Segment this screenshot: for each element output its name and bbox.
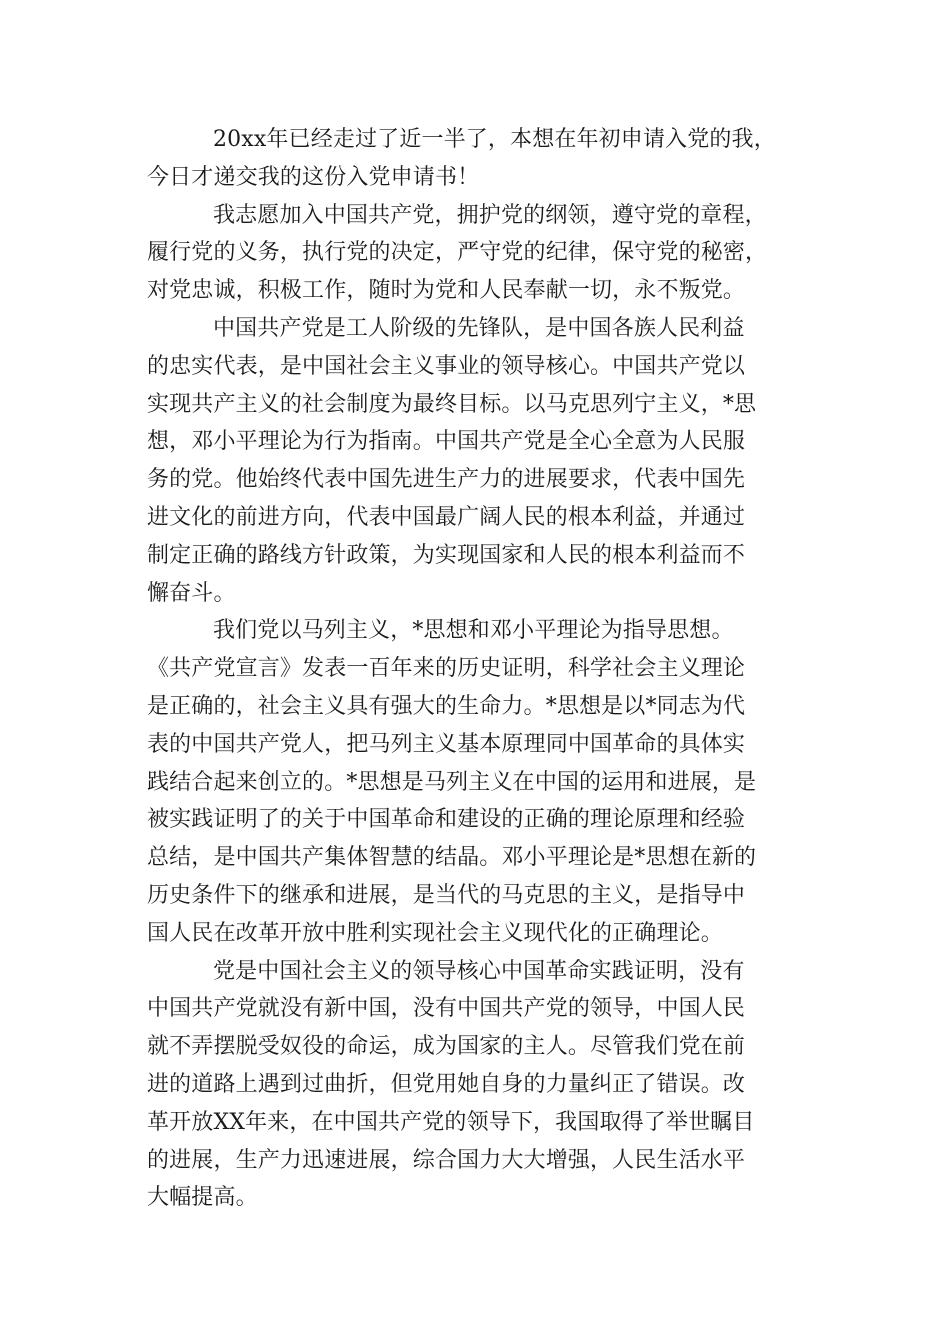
paragraph-5-line-4: 进的道路上遇到过曲折，但党用她自身的力量纠正了错误。改	[147, 1071, 746, 1097]
paragraph-2-line-1: 我志愿加入中国共产党，拥护党的纲领，遵守党的章程，	[213, 202, 767, 228]
paragraph-3-line-7: 制定正确的路线方针政策，为实现国家和人民的根本利益而不	[147, 542, 746, 568]
paragraph-4-line-7: 总结，是中国共产集体智慧的结晶。邓小平理论是*思想在新的	[147, 845, 757, 871]
paragraph-4-line-6: 被实践证明了的关于中国革命和建设的正确的理论原理和经验	[147, 807, 746, 833]
paragraph-4-line-5: 践结合起来创立的。*思想是马列主义在中国的运用和进展，是	[147, 769, 757, 795]
paragraph-2-line-3: 对党忠诚，积极工作，随时为党和人民奉献一切，永不叛党。	[147, 278, 746, 304]
paragraph-1-line-1: 20xx年已经走过了近一半了，本想在年初申请入党的我，	[213, 127, 776, 152]
paragraph-5-line-6: 的进展，生产力迅速进展，综合国力大大增强，人民生活水平	[147, 1147, 746, 1173]
paragraph-5-line-5: 革开放XX年来，在中国共产党的领导下，我国取得了举世瞩目	[147, 1109, 755, 1135]
paragraph-3-line-5: 务的党。他始终代表中国先进生产力的进展要求，代表中国先	[147, 467, 746, 493]
paragraph-5-line-3: 就不弄摆脱受奴役的命运，成为国家的主人。尽管我们党在前	[147, 1034, 746, 1060]
paragraph-2-line-2: 履行党的义务，执行党的决定，严守党的纪律，保守党的秘密，	[147, 240, 768, 266]
paragraph-3-line-6: 进文化的前进方向，代表中国最广阔人民的根本利益，并通过	[147, 504, 746, 530]
paragraph-3-line-8: 懈奋斗。	[147, 580, 236, 606]
paragraph-4-line-9: 国人民在改革开放中胜利实现社会主义现代化的正确理论。	[147, 920, 723, 946]
document-body	[147, 121, 807, 1217]
paragraph-3-line-3: 实现共产主义的社会制度为最终目标。以马克思列宁主义，*思	[147, 391, 757, 417]
paragraph-4-line-3: 是正确的，社会主义具有强大的生命力。*思想是以*同志为代	[147, 693, 746, 719]
paragraph-4-line-8: 历史条件下的继承和进展，是当代的马克思的主义，是指导中	[147, 882, 746, 908]
paragraph-5-line-2: 中国共产党就没有新中国，没有中国共产党的领导，中国人民	[147, 996, 746, 1022]
paragraph-5-line-1: 党是中国社会主义的领导核心中国革命实践证明，没有	[213, 958, 745, 984]
paragraph-4-line-4: 表的中国共产党人，把马列主义基本原理同中国革命的具体实	[147, 731, 746, 757]
paragraph-3-line-4: 想，邓小平理论为行为指南。中国共产党是全心全意为人民服	[147, 429, 746, 455]
paragraph-5-line-7: 大幅提高。	[147, 1185, 258, 1211]
paragraph-3-line-1: 中国共产党是工人阶级的先锋队，是中国各族人民利益	[213, 315, 745, 341]
paragraph-3-line-2: 的忠实代表，是中国社会主义事业的领导核心。中国共产党以	[147, 353, 746, 379]
paragraph-4-line-1: 我们党以马列主义，*思想和邓小平理论为指导思想。	[213, 618, 734, 644]
paragraph-1-line-2: 今日才递交我的这份入党申请书！	[147, 164, 480, 190]
paragraph-4-line-2: 《共产党宣言》发表一百年来的历史证明，科学社会主义理论	[147, 656, 746, 682]
